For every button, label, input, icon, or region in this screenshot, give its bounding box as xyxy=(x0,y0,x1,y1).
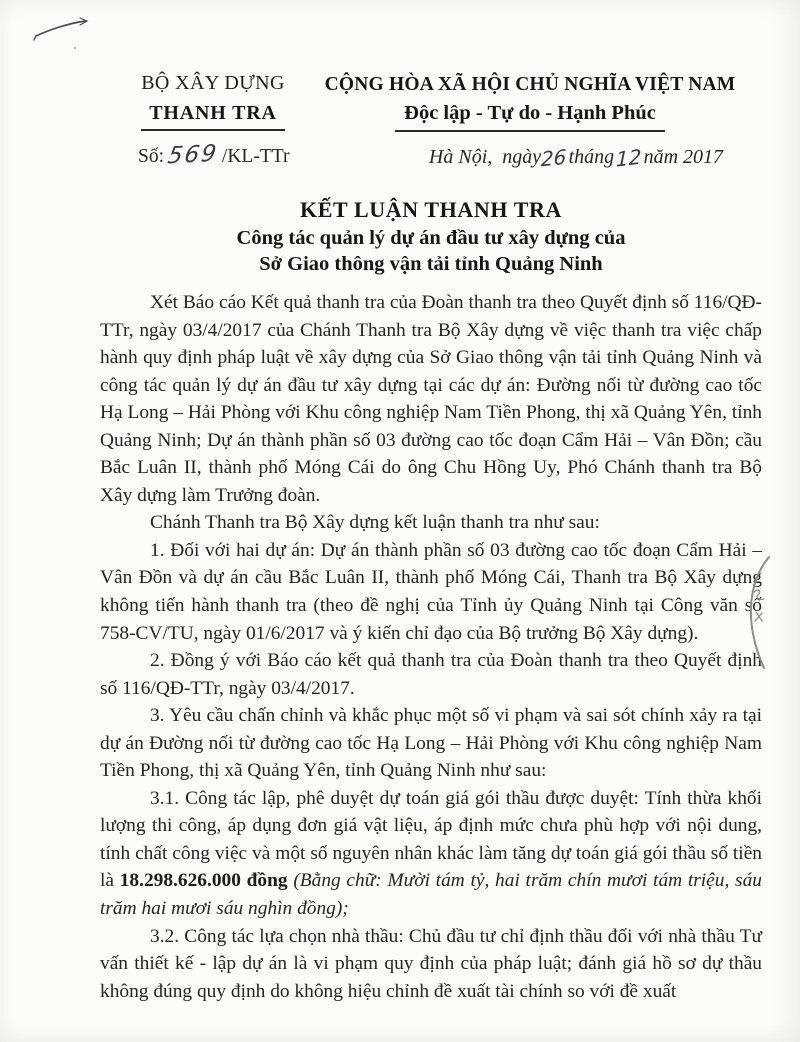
item-3-1-text: 3.1. Công tác lập, phê duyệt dự toán giá gói thầu được duyệt: Tính thừa khối lượng thi công, áp dụng đơn giá vật liệu, áp định mức chưa phù hợp với nội dung, tính chất công việc và một số nguyên nhân khác làm tăng dự toán giá gói thầu số tiền là xyxy=(100,787,762,892)
date-suffix: năm 2017 xyxy=(643,146,724,168)
document-title: KẾT LUẬN THANH TRA xyxy=(299,197,563,222)
paragraph-item-1: 1. Đối với hai dự án: Dự án thành phần số 03 đường cao tốc đoạn Cẩm Hải – Vân Đồn và dự án cầu Bắc Luân II, thành phố Móng Cái, Thanh tra Bộ Xây dựng không tiến hành thanh tra (theo đề nghị của Tỉnh ủy Quảng Ninh tại Công văn số 758-CV/TU, ngày 01/6/2017 và ý kiến chỉ đạo của Bộ trưởng Bộ Xây dựng). xyxy=(100,539,762,644)
issuing-agency-block xyxy=(108,72,318,168)
paragraph-intro: Xét Báo cáo Kết quả thanh tra của Đoàn thanh tra theo Quyết định số 116/QĐ-TTr, ngày 03/4/2017 của Chánh Thanh tra Bộ Xây dựng về việc thanh tra việc chấp hành quy định pháp luật về xây dựng của Sở Giao thông vận tải tỉnh Quảng Ninh và công tác quản lý dự án đầu tư xây dựng tại các dự án: Đường nối từ đường cao tốc Hạ Long – Hải Phòng với Khu công nghiệp Nam Tiền Phong, thị xã Quảng Yên, tỉnh Quảng Ninh; Dự án thành phần số 03 đường cao tốc đoạn Cẩm Hải – Vân Đồn; cầu Bắc Luân II, thành phố Móng Cái do ông Chu Hồng Uy, Phó Chánh thanh tra Bộ Xây dựng làm Trưởng đoàn. xyxy=(100,292,762,506)
bracket-mark-top xyxy=(754,590,764,599)
paragraph-item-3-1 xyxy=(100,785,762,923)
pen-stroke-tail xyxy=(34,36,36,40)
handwritten-corner-pen-stroke-icon xyxy=(27,8,99,52)
paragraph-item-3: 3. Yêu cầu chấn chỉnh và khắc phục một số vi phạm và sai sót chính xảy ra tại dự án Đường nối từ đường cao tốc Hạ Long – Hải Phòng với Khu công nghiệp Nam Tiền Phong, thị xã Quảng Yên, tỉnh Quảng Ninh như sau: xyxy=(100,705,762,782)
paragraph-item-2: 2. Đồng ý với Báo cáo kết quả thanh tra của Đoàn thanh tra theo Quyết định số 116/QĐ-TTr, ngày 03/4/2017. xyxy=(100,650,762,699)
doc-number-handwritten: 569 xyxy=(165,140,220,170)
pen-stroke-path xyxy=(36,21,86,36)
national-motto-line2-wrap xyxy=(323,102,737,132)
national-header-block xyxy=(323,74,737,172)
paragraph-item-3-2: 3.2. Công tác lựa chọn nhà thầu: Chủ đầu tư chỉ định thầu đối với nhà thầu Tư vấn thiết kế - lập dự án là vi phạm quy định của pháp luật; đánh giá hồ sơ dự thầu không đúng quy định do không hiệu chỉnh đề xuất tài chính so với đề xuất xyxy=(100,925,762,1002)
org-name-line xyxy=(108,102,318,131)
parent-org-name: BỘ XÂY DỰNG xyxy=(141,72,285,94)
handwritten-month: 12 xyxy=(616,144,642,172)
document-body xyxy=(100,289,762,1005)
document-title-block xyxy=(100,197,762,276)
document-subtitle-1: Công tác quản lý dự án đầu tư xây dựng của xyxy=(236,226,626,249)
handwritten-day: 26 xyxy=(540,144,567,172)
amount-in-figures: 18.298.626.000 đồng xyxy=(119,870,288,892)
doc-number-suffix: /KL-TTr xyxy=(221,146,290,167)
national-motto-line1: CỘNG HÒA XÃ HỘI CHỦ NGHĨA VIỆT NAM xyxy=(324,74,736,95)
doc-number-label: Số: xyxy=(138,146,165,167)
bracket-curve xyxy=(751,557,769,668)
date-prefix: Hà Nội, ngày xyxy=(428,146,542,168)
bracket-mark-bottom xyxy=(755,612,762,621)
org-name: THANH TRA xyxy=(141,102,284,131)
amount-in-words: (Bằng chữ: Mười tám tỷ, hai trăm chín mươi tám triệu, sáu trăm hai mươi sáu nghìn đồng); xyxy=(100,870,762,920)
document-subtitle-2: Sở Giao thông vận tải tỉnh Quảng Ninh xyxy=(259,253,603,275)
document-number xyxy=(108,142,318,168)
handwritten-margin-bracket-icon xyxy=(729,552,779,674)
national-motto-line2: Độc lập - Tự do - Hạnh Phúc xyxy=(395,102,665,132)
pen-speck xyxy=(74,47,76,49)
place-and-date-line xyxy=(369,144,783,172)
paragraph-conclusion-lead: Chánh Thanh tra Bộ Xây dựng kết luận thanh tra như sau: xyxy=(150,512,600,534)
date-middle: tháng xyxy=(568,146,615,168)
